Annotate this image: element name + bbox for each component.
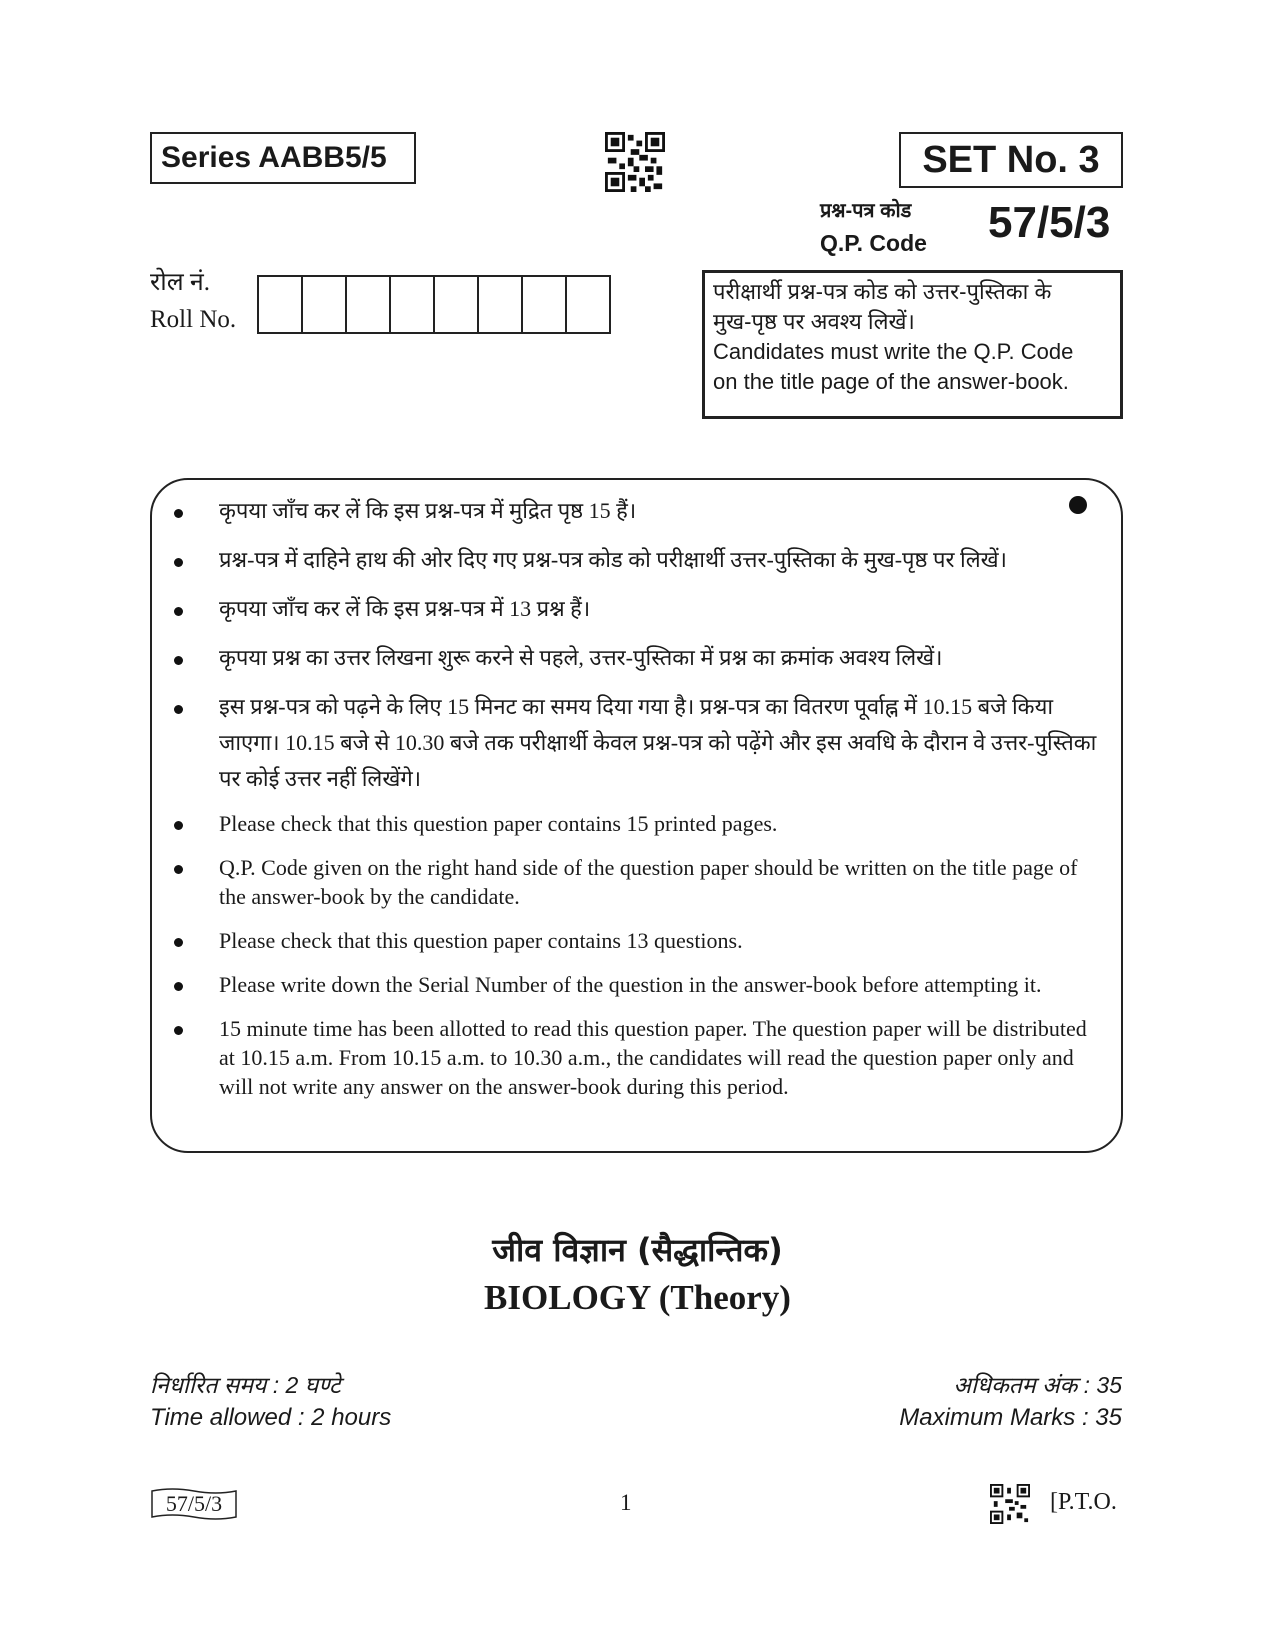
subject-title: BIOLOGY (Theory) bbox=[484, 1278, 791, 1317]
instruction-english: Q.P. Code given on the right hand side of the question paper should be written on the title page of the answer-book by the candidate. bbox=[174, 853, 1104, 911]
maximum-marks-hindi: अधिकतम अंक : 35 bbox=[953, 1372, 1122, 1398]
roll-digit-box[interactable] bbox=[567, 277, 611, 332]
roll-digit-box[interactable] bbox=[435, 277, 479, 332]
qp-code-label: Q.P. Code bbox=[820, 230, 927, 256]
instruction-hindi: कृपया जाँच कर लें कि इस प्रश्न-पत्र में मुद्रित पृष्ठ 15 हैं। bbox=[174, 493, 1104, 529]
qp-code-label-hindi: प्रश्न-पत्र कोड bbox=[820, 200, 912, 222]
qr-code-icon bbox=[990, 1484, 1030, 1524]
instruction-hindi: इस प्रश्न-पत्र को पढ़ने के लिए 15 मिनट का समय दिया गया है। प्रश्न-पत्र का वितरण पूर्वाह्न में 10.15 बजे किया जाएगा। 10.15 बजे से 10.30 बजे तक परीक्षार्थी केवल प्रश्न-पत्र को पढ़ेंगे और इस अवधि के दौरान वे उत्तर-पुस्तिका पर कोई उत्तर नहीं लिखेंगे। bbox=[174, 689, 1104, 797]
roll-number-boxes[interactable] bbox=[257, 275, 611, 334]
maximum-marks: Maximum Marks : 35 bbox=[899, 1404, 1122, 1431]
instruction-english: Please check that this question paper contains 15 printed pages. bbox=[174, 809, 1104, 838]
roll-digit-box[interactable] bbox=[347, 277, 391, 332]
instruction-hindi: कृपया जाँच कर लें कि इस प्रश्न-पत्र में 13 प्रश्न हैं। bbox=[174, 591, 1104, 627]
instruction-english: Please write down the Serial Number of the question in the answer-book before attempting it. bbox=[174, 970, 1104, 999]
roll-label-hindi: रोल नं. bbox=[150, 269, 211, 296]
time-allowed-hindi: निर्धारित समय : 2 घण्टे bbox=[150, 1372, 341, 1398]
time-allowed: Time allowed : 2 hours bbox=[150, 1404, 392, 1431]
page-number: 1 bbox=[620, 1490, 632, 1515]
instruction-hindi: प्रश्न-पत्र में दाहिने हाथ की ओर दिए गए प्रश्न-पत्र कोड को परीक्षार्थी उत्तर-पुस्तिका के मुख-पृष्ठ पर लिखें। bbox=[174, 542, 1104, 578]
qp-code-note bbox=[702, 270, 1123, 419]
set-number: SET No. 3 bbox=[899, 132, 1123, 188]
qp-code-value: 57/5/3 bbox=[988, 198, 1111, 247]
roll-label: Roll No. bbox=[150, 306, 237, 333]
note-line: Candidates must write the Q.P. Code bbox=[713, 339, 1074, 364]
footer-code-badge bbox=[150, 1487, 238, 1519]
instruction-hindi: कृपया प्रश्न का उत्तर लिखना शुरू करने से पहले, उत्तर-पुस्तिका में प्रश्न का क्रमांक अवश्य लिखें। bbox=[174, 640, 1104, 676]
qr-code-icon bbox=[605, 132, 665, 192]
instruction-english: Please check that this question paper contains 13 questions. bbox=[174, 926, 1104, 955]
roll-digit-box[interactable] bbox=[259, 277, 303, 332]
instructions-list bbox=[174, 493, 1104, 1101]
note-line: परीक्षार्थी प्रश्न-पत्र कोड को उत्तर-पुस्तिका के bbox=[713, 279, 1052, 304]
subject-title-hindi: जीव विज्ञान (सैद्धान्तिक) bbox=[492, 1231, 783, 1269]
roll-digit-box[interactable] bbox=[391, 277, 435, 332]
footer-code: 57/5/3 bbox=[165, 1491, 223, 1516]
instruction-english: 15 minute time has been allotted to read this question paper. The question paper will be distributed at 10.15 a.m. From 10.15 a.m. to 10.30 a.m., the candidates will read the question paper only and will not write any answer on the answer-book during this period. bbox=[174, 1014, 1104, 1101]
roll-digit-box[interactable] bbox=[479, 277, 523, 332]
roll-digit-box[interactable] bbox=[303, 277, 347, 332]
series-label: Series AABB5/5 bbox=[150, 132, 416, 184]
roll-digit-box[interactable] bbox=[523, 277, 567, 332]
note-line: on the title page of the answer-book. bbox=[713, 369, 1069, 394]
note-line: मुख-पृष्ठ पर अवश्य लिखें। bbox=[713, 309, 915, 334]
please-turn-over: [P.T.O. bbox=[1050, 1489, 1117, 1515]
